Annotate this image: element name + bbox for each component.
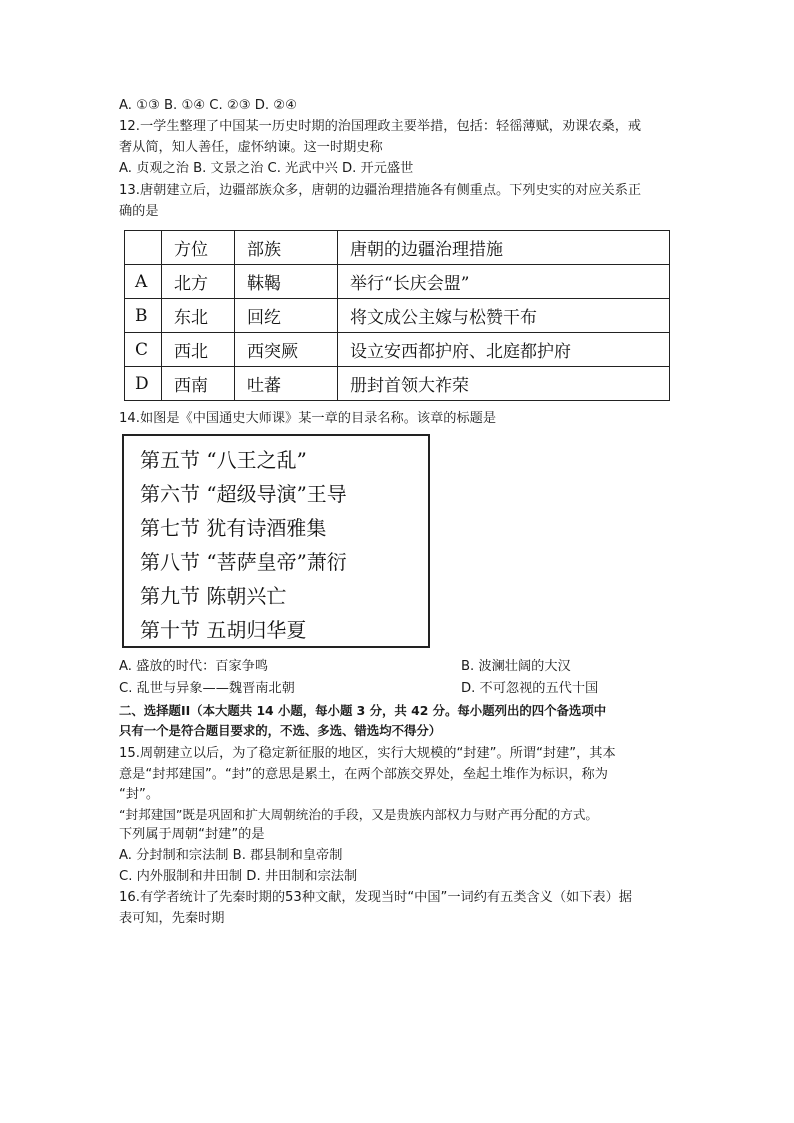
table-row (125, 367, 670, 401)
toc-item: 第九节 陈朝兴亡 (140, 584, 287, 608)
table-cell: A (125, 265, 162, 299)
table-cell: 设立安西都护府、北庭都护府 (338, 333, 670, 367)
toc-item: 第六节 “超级导演”王导 (140, 482, 347, 506)
q12-stem-line-2: 奢从简，知人善任，虚怀纳谏。这一时期史称 (119, 140, 383, 155)
q14-stem: 14.如图是《中国通史大师课》某一章的目录名称。该章的标题是 (119, 411, 497, 426)
table-cell: 举行“长庆会盟” (338, 265, 670, 299)
q15-stem-line-3: “封”。 (119, 787, 160, 802)
toc-item: 第五节 “八王之乱” (140, 448, 307, 472)
table-cell: 部族 (235, 231, 338, 265)
q16-stem-line-1: 16.有学者统计了先秦时期的53种文献，发现当时“中国”一词约有五类含义（如下表）据 (119, 890, 632, 905)
table-cell: 册封首领大祚荣 (338, 367, 670, 401)
q15-stem-line-4: “封邦建国”既是巩固和扩大周朝统治的手段，又是贵族内部权力与财产再分配的方式。 (119, 807, 599, 822)
q15-stem-line-2: 意是“封邦建国”。“封”的意思是累土，在两个部族交界处，垒起土堆作为标识，称为 (119, 767, 608, 782)
q15-stem-line-5: 下列属于周朝“封建”的是 (119, 827, 265, 842)
q13-stem-line-1: 13.唐朝建立后，边疆部族众多，唐朝的边疆治理措施各有侧重点。下列史实的对应关系正 (119, 183, 642, 198)
toc-item: 第八节 “菩萨皇帝”萧衍 (140, 550, 347, 574)
table-cell: D (125, 367, 162, 401)
section-heading-line-2: 只有一个是符合题目要求的，不选、多选、错选均不得分） (119, 723, 442, 738)
q13-stem-line-2: 确的是 (119, 204, 159, 219)
table-row (125, 333, 670, 367)
q16-stem-line-2: 表可知，先秦时期 (119, 911, 225, 926)
toc-item: 第十节 五胡归华夏 (140, 618, 307, 642)
q14-options-row-2 (119, 680, 599, 698)
table-cell: 东北 (162, 299, 235, 333)
q14-option-b: B. 波澜壮阔的大汉 (461, 659, 571, 674)
q15-options-row-2: C. 内外服制和井田制 D. 井田制和宗法制 (119, 869, 358, 884)
table-cell (125, 231, 162, 265)
table-row (125, 299, 670, 333)
q12-options: A. 贞观之治 B. 文景之治 C. 光武中兴 D. 开元盛世 (119, 161, 414, 176)
table-cell: 靺鞨 (235, 265, 338, 299)
q11-options: A. ①③ B. ①④ C. ②③ D. ②④ (119, 98, 297, 113)
table-cell: 将文成公主嫁与松赞干布 (338, 299, 670, 333)
q14-toc-box (122, 434, 430, 648)
table-cell: 吐蕃 (235, 367, 338, 401)
table-cell: 方位 (162, 231, 235, 265)
q14-options-row-1 (119, 658, 571, 676)
table-cell: 唐朝的边疆治理措施 (338, 231, 670, 265)
q13-table (124, 230, 670, 401)
q14-option-d: D. 不可忽视的五代十国 (461, 681, 599, 696)
table-cell: 西突厥 (235, 333, 338, 367)
toc-item: 第七节 犹有诗酒雅集 (140, 516, 327, 540)
section-heading-line-1: 二、选择题II（本大题共 14 小题，每小题 3 分，共 42 分。每小题列出的四个备选项中 (119, 703, 607, 718)
table-cell: 北方 (162, 265, 235, 299)
table-row (125, 265, 670, 299)
q14-option-c: C. 乱世与异象——魏晋南北朝 (119, 681, 295, 696)
q15-stem-line-1: 15.周朝建立以后，为了稳定新征服的地区，实行大规模的“封建”。所谓“封建”，其本 (119, 746, 616, 761)
q14-option-a: A. 盛放的时代：百家争鸣 (119, 659, 269, 674)
table-cell: C (125, 333, 162, 367)
table-cell: 回纥 (235, 299, 338, 333)
table-header-row (125, 231, 670, 265)
q12-stem-line-1: 12.一学生整理了中国某一历史时期的治国理政主要举措，包括：轻徭薄赋，劝课农桑，戒 (119, 119, 642, 134)
table-cell: B (125, 299, 162, 333)
table-cell: 西南 (162, 367, 235, 401)
table-cell: 西北 (162, 333, 235, 367)
q15-options-row-1: A. 分封制和宗法制 B. 郡县制和皇帝制 (119, 848, 343, 863)
